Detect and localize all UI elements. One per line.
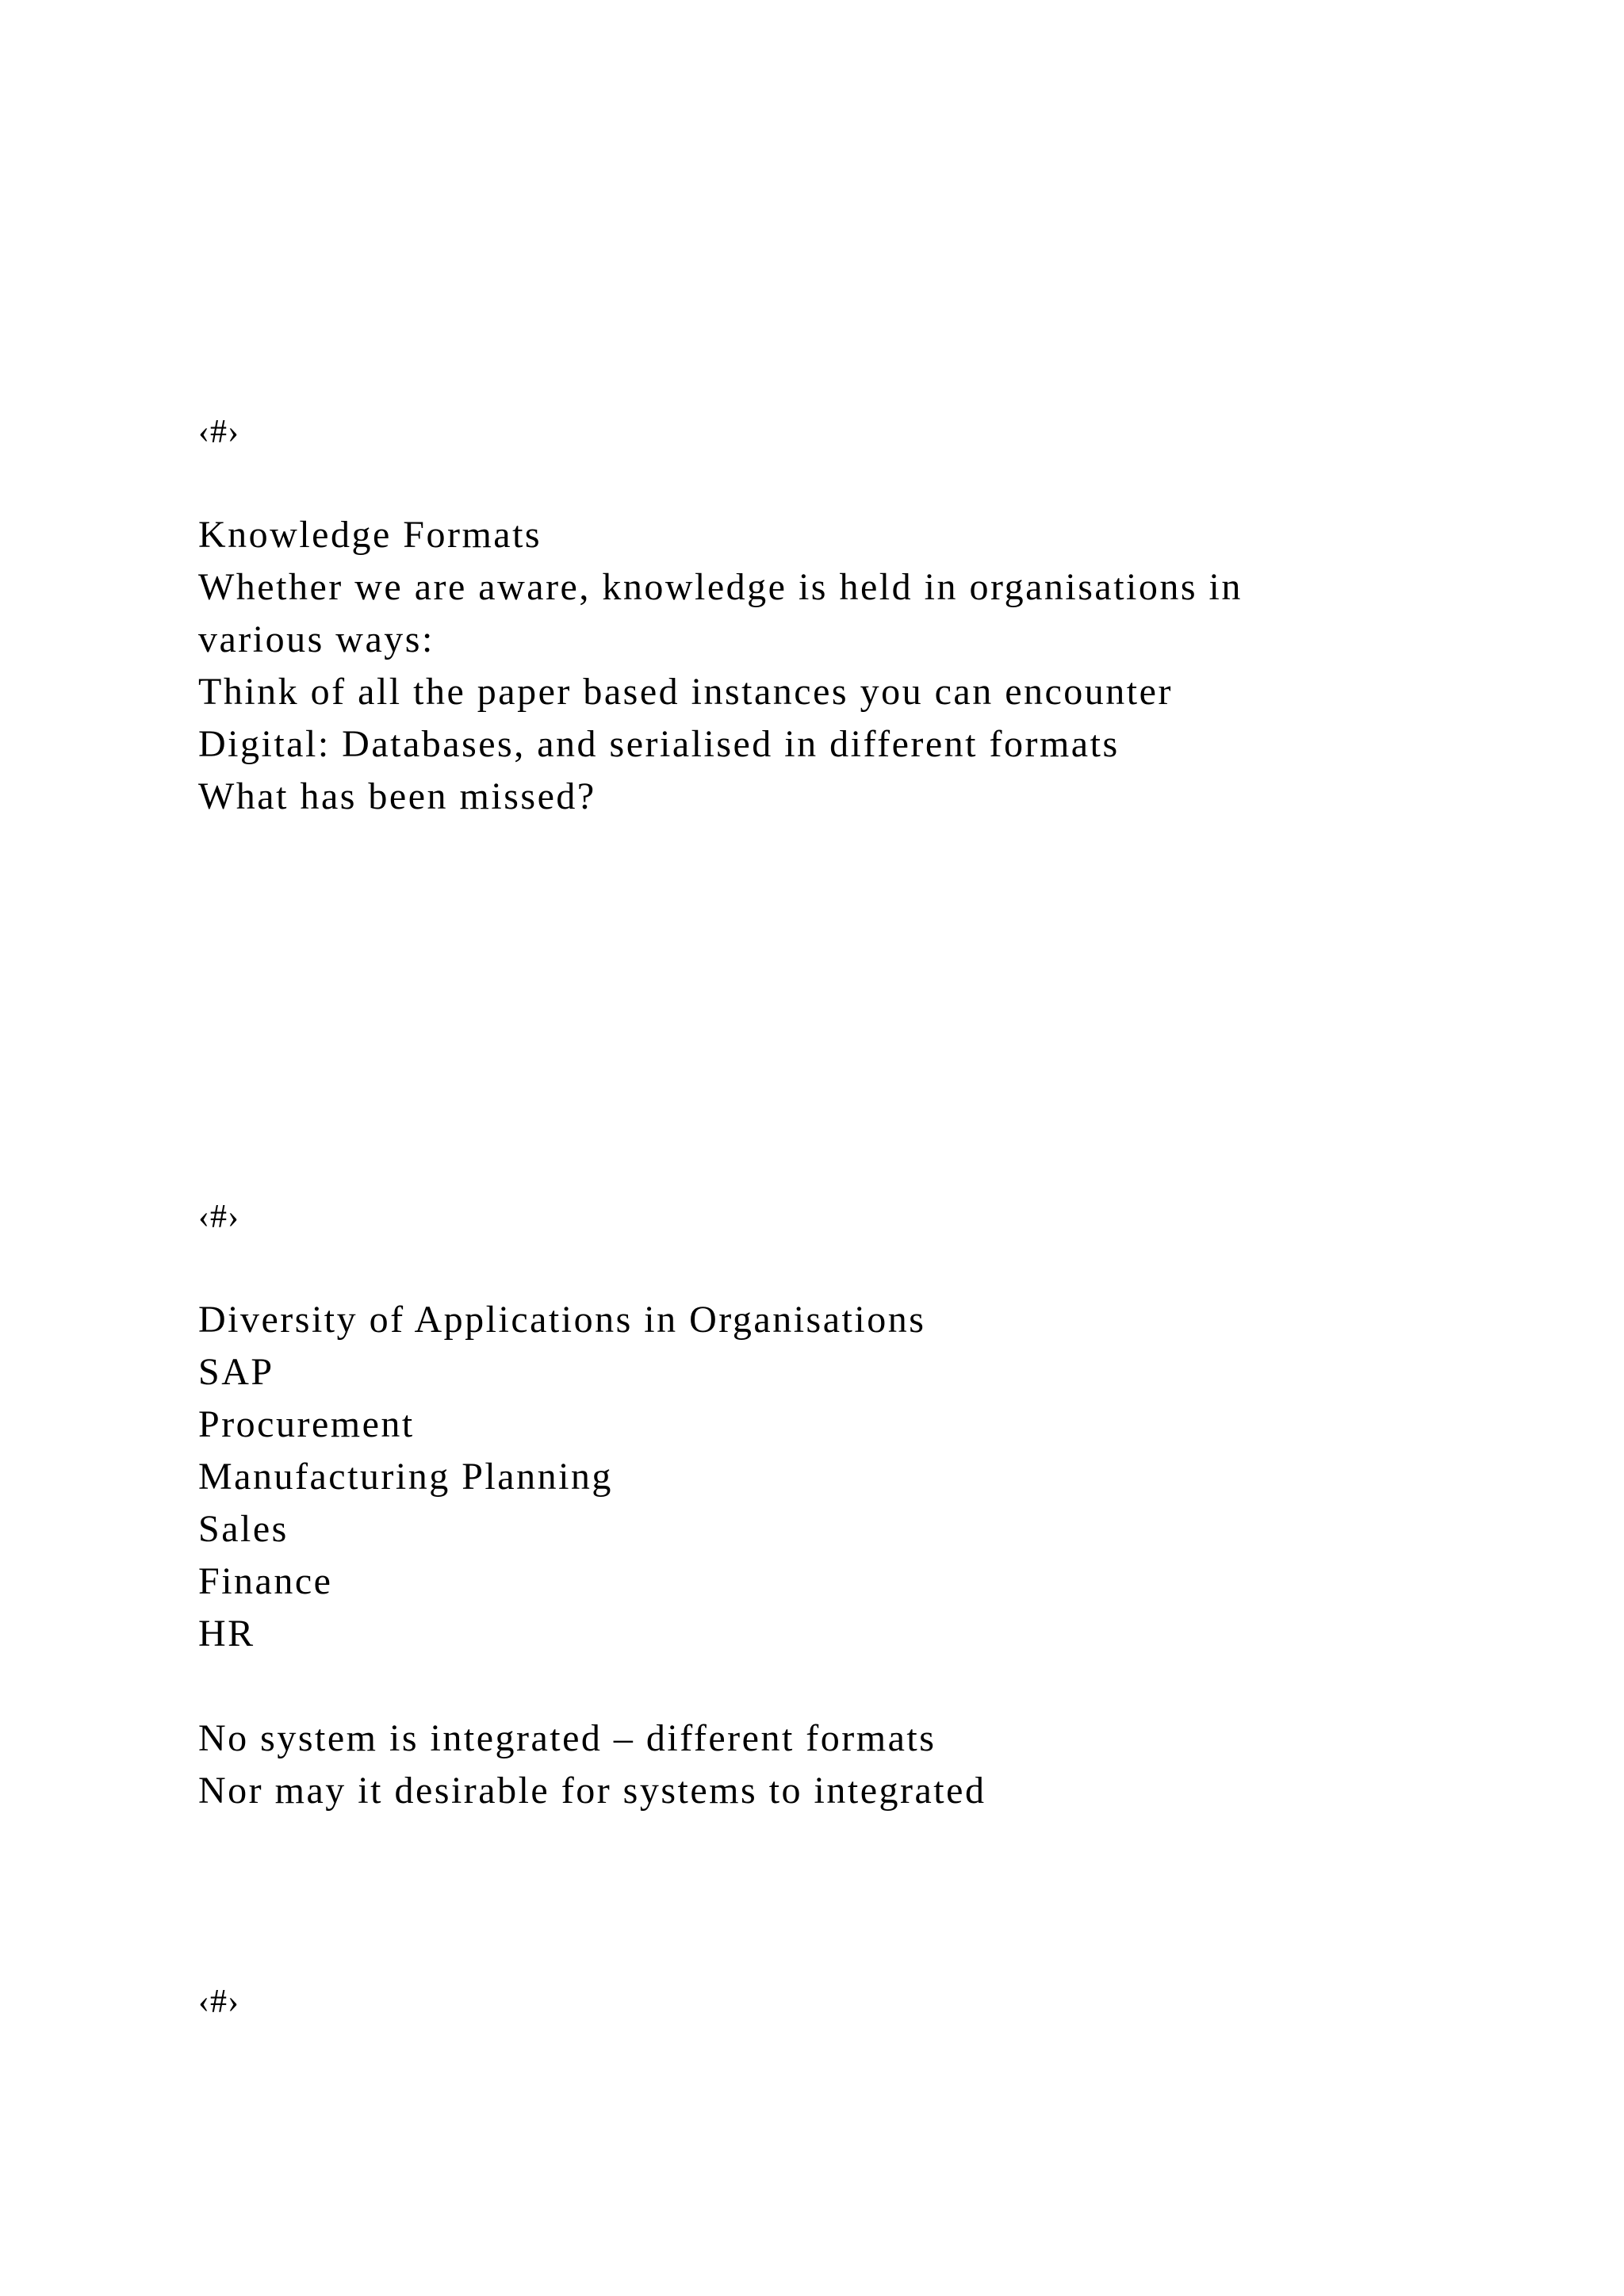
list-item: Procurement [198,1403,415,1445]
slide-number-marker: ‹#› [198,1199,239,1235]
list-item: HR [198,1613,255,1655]
list-item: Finance [198,1560,333,1602]
slide-title: Knowledge Formats [198,514,542,556]
body-line: Whether we are aware, knowledge is held in organisations in [198,566,1243,608]
body-line: Digital: Databases, and serialised in different formats [198,723,1120,765]
body-line: What has been missed? [198,775,596,817]
note-line: No system is integrated – different formats [198,1717,936,1759]
body-line: various ways: [198,618,435,660]
slide-number-marker: ‹#› [198,1984,239,2020]
body-line: Think of all the paper based instances you can encounter [198,671,1173,713]
list-item: Sales [198,1508,289,1550]
slide-number-marker: ‹#› [198,414,239,450]
list-item: Manufacturing Planning [198,1456,613,1498]
list-item: SAP [198,1351,274,1393]
slide-title: Diversity of Applications in Organisations [198,1299,926,1341]
note-line: Nor may it desirable for systems to integrated [198,1770,986,1812]
